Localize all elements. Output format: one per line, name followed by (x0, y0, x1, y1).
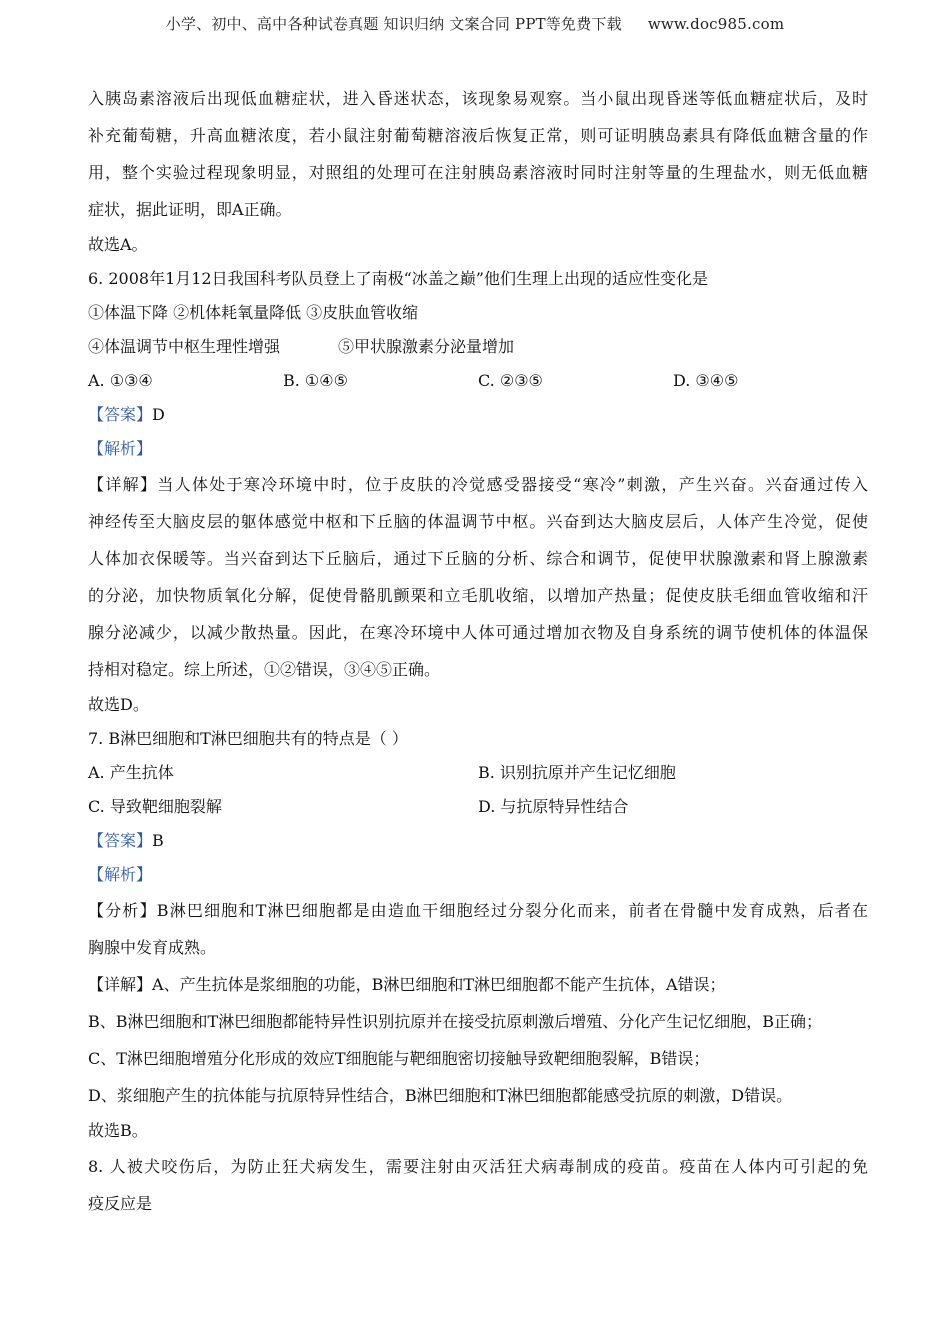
q6-detail-line: 神经传至大脑皮层的躯体感觉中枢和下丘脑的体温调节中枢。兴奋到达大脑皮层后，人体产生冷觉，促使 (88, 512, 868, 531)
header-text: 小学、初中、高中各种试卷真题 知识归纳 文案合同 PPT等免费下载 (165, 15, 622, 33)
detail-tag: 【详解】 (88, 975, 153, 994)
q7-options-row-2 (88, 790, 868, 824)
q7-option-b: B. 识别抗原并产生记忆细胞 (478, 763, 676, 782)
q7-stem: 7. B淋巴细胞和T淋巴细胞共有的特点是（ ） (88, 729, 408, 748)
text-line: 补充葡萄糖，升高血糖浓度，若小鼠注射葡萄糖溶液后恢复正常，则可证明胰岛素具有降低血糖含量的作 (88, 126, 868, 145)
page-header (0, 13, 950, 34)
q7-detail-line: D、浆细胞产生的抗体能与抗原特异性结合，B淋巴细胞和T淋巴细胞都能感受抗原的刺激，D错误。 (88, 1086, 793, 1105)
analysis-tag: 【解析】 (88, 865, 153, 884)
q6-stem: 6. 2008年1月12日我国科考队员登上了南极“冰盖之巅”他们生理上出现的适应性变化是 (88, 269, 708, 288)
q6-option-c: C. ②③⑤ (478, 371, 543, 390)
q7-option-c: C. 导致靶细胞裂解 (88, 797, 222, 816)
q7-analysis-line: 胸腺中发育成熟。 (88, 938, 217, 957)
q6-item-4: ④体温调节中枢生理性增强 (88, 337, 281, 356)
q6-detail-line: 人体加衣保暖等。当兴奋到达下丘脑后，通过下丘脑的分析、综合和调节，促使甲状腺激素和肾上腺激素 (88, 549, 868, 568)
q7-answer (88, 824, 868, 858)
q7-option-a: A. 产生抗体 (88, 763, 174, 782)
question-6 (88, 262, 868, 722)
q6-items-line-1: ①体温下降 ②机体耗氧量降低 ③皮肤血管收缩 (88, 303, 419, 322)
answer-value: B (152, 831, 164, 850)
q7-detail-line: B、B淋巴细胞和T淋巴细胞都能特异性识别抗原并在接受抗原刺激后增殖、分化产生记忆细胞，B正确； (88, 1012, 822, 1031)
text-line: 入胰岛素溶液后出现低血糖症状，进入昏迷状态，该现象易观察。当小鼠出现昏迷等低血糖症状后，及时 (88, 89, 868, 108)
analysis-tag: 【解析】 (88, 439, 153, 458)
question-7 (88, 722, 868, 1148)
document-body (88, 80, 868, 1222)
q6-detail-line: 持相对稳定。综上所述，①②错误，③④⑤正确。 (88, 660, 441, 679)
q6-option-d: D. ③④⑤ (673, 371, 739, 390)
q6-detail-line: 的分泌，加快物质氧化分解，促使骨骼肌颤栗和立毛肌收缩，以增加产热量；促使皮肤毛细血管收缩和汗 (88, 586, 868, 605)
q6-conclusion: 故选D。 (88, 695, 149, 714)
header-url[interactable]: www.doc985.com (647, 15, 785, 33)
q6-option-a: A. ①③④ (88, 371, 153, 390)
q7-detail-line: 【详解】A、产生抗体是浆细胞的功能，B淋巴细胞和T淋巴细胞都不能产生抗体，A错误； (88, 975, 726, 994)
q6-items-line-2 (88, 330, 868, 364)
answer-tag: 【答案】 (88, 831, 153, 850)
q7-conclusion: 故选B。 (88, 1121, 148, 1140)
analysis-sub-tag: 【分析】 (88, 901, 157, 920)
q6-detail-line: 【详解】当人体处于寒冷环境中时，位于皮肤的冷觉感受器接受“寒冷”刺激，产生兴奋。兴奋通过传入 (88, 475, 868, 494)
question-8 (88, 1148, 868, 1222)
q5-explanation (88, 80, 868, 262)
q6-item-5: ⑤甲状腺激素分泌量增加 (338, 337, 515, 356)
q8-stem-line: 疫反应是 (88, 1194, 153, 1213)
q7-options-row-1 (88, 756, 868, 790)
q6-analysis-heading (88, 432, 868, 466)
text-line: 用，整个实验过程现象明显，对照组的处理可在注射胰岛素溶液时同时注射等量的生理盐水，则无低血糖 (88, 163, 868, 182)
q6-option-b: B. ①④⑤ (283, 371, 348, 390)
text-line: 症状，据此证明，即A正确。 (88, 200, 292, 219)
q6-detail-line: 腺分泌减少，以减少散热量。因此，在寒冷环境中人体可通过增加衣物及自身系统的调节使机体的体温保 (88, 623, 868, 642)
q5-conclusion: 故选A。 (88, 235, 148, 254)
answer-value: D (152, 405, 165, 424)
q7-option-d: D. 与抗原特异性结合 (478, 797, 629, 816)
answer-tag: 【答案】 (88, 405, 153, 424)
q7-detail-line: C、T淋巴细胞增殖分化形成的效应T细胞能与靶细胞密切接触导致靶细胞裂解，B错误； (88, 1049, 710, 1068)
q7-analysis-heading (88, 858, 868, 892)
q6-options (88, 364, 868, 398)
q6-answer (88, 398, 868, 432)
detail-tag: 【详解】 (88, 475, 158, 494)
q8-stem-line: 8. 人被犬咬伤后，为防止狂犬病发生，需要注射由灭活狂犬病毒制成的疫苗。疫苗在人体内可引起的免 (88, 1157, 868, 1176)
q7-analysis-line: 【分析】B淋巴细胞和T淋巴细胞都是由造血干细胞经过分裂分化而来，前者在骨髓中发育成熟，后者在 (88, 901, 868, 920)
